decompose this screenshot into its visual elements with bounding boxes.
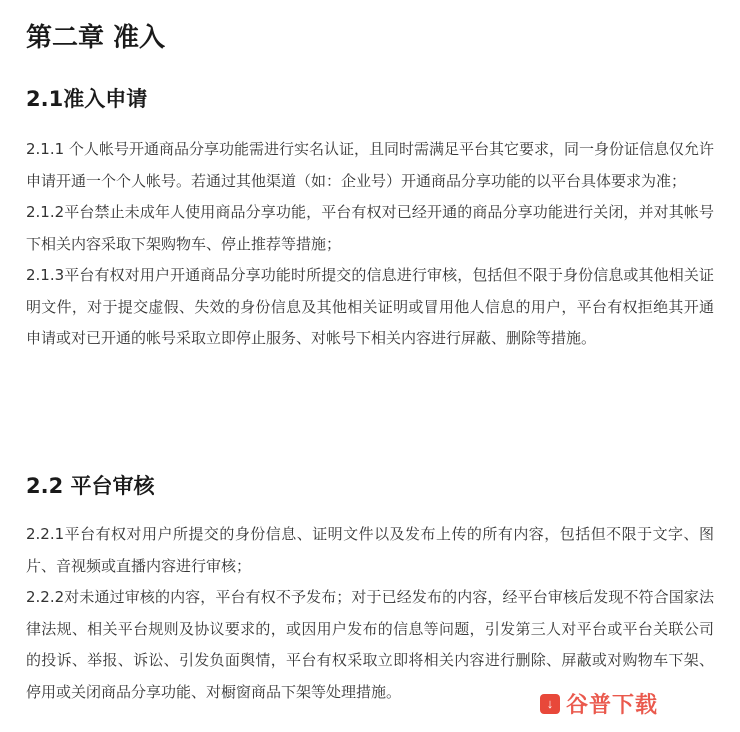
watermark-logo bbox=[540, 688, 658, 719]
section-body-2-2 bbox=[26, 519, 714, 708]
watermark-text: 谷普下载 bbox=[566, 693, 659, 718]
clause-2-2-1: 2.2.1平台有权对用户所提交的身份信息、证明文件以及发布上传的所有内容，包括但不限于文字、图片、音视频或直播内容进行审核； bbox=[26, 525, 714, 575]
clause-2-1-2: 2.1.2平台禁止未成年人使用商品分享功能，平台有权对已经开通的商品分享功能进行关闭，并对其帐号下相关内容采取下架购物车、停止推荐等措施； bbox=[26, 203, 714, 253]
clause-2-1-3: 2.1.3平台有权对用户开通商品分享功能时所提交的信息进行审核，包括但不限于身份信息或其他相关证明文件，对于提交虚假、失效的身份信息及其他相关证明或冒用他人信息的用户，平台有权拒绝其开通申请或对已开通的帐号采取立即停止服务、对帐号下相关内容进行屏蔽、删除等措施。 bbox=[26, 266, 714, 347]
clause-2-1-1: 2.1.1 个人帐号开通商品分享功能需进行实名认证，且同时需满足平台其它要求，同一身份证信息仅允许申请开通一个个人帐号。若通过其他渠道（如：企业号）开通商品分享功能的以平台具体要求为准； bbox=[26, 140, 714, 190]
section-heading-2-1: 2.1准入申请 bbox=[26, 87, 148, 111]
download-logo-icon: ↓ bbox=[540, 694, 560, 714]
section-body-2-1 bbox=[26, 134, 714, 355]
clause-2-2-2: 2.2.2对未通过审核的内容，平台有权不予发布；对于已经发布的内容，经平台审核后发现不符合国家法律法规、相关平台规则及协议要求的，或因用户发布的信息等问题，引发第三人对平台或平台关联公司的投诉、举报、诉讼、引发负面舆情，平台有权采取立即将相关内容进行删除、屏蔽或对购物车下架、停用或关闭商品分享功能、对橱窗商品下架等处理措施。 bbox=[26, 588, 714, 701]
chapter-title: 第二章 准入 bbox=[26, 23, 166, 53]
section-heading-2-2: 2.2 平台审核 bbox=[26, 474, 155, 498]
